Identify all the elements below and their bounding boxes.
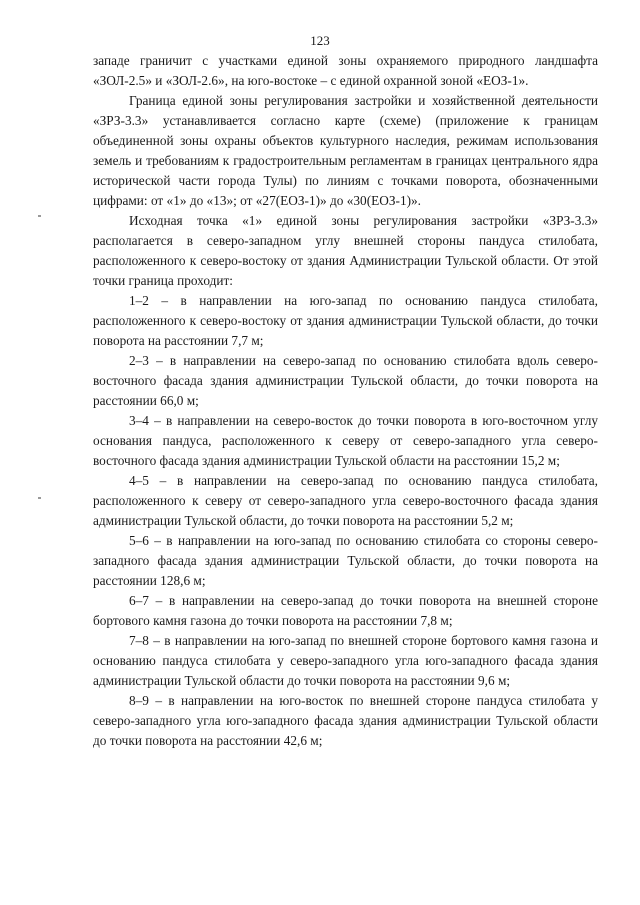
paragraph-zone-boundary: Граница единой зоны регулирования застройки и хозяйственной деятельности «ЗРЗ-3.3» устанавливается согласно карте (схеме) (приложение к границам объединенной зоны охраны объектов культурного наследия, режимам использования земель и требованиям к градостроительным регламентам в границах центрального ядра исторической части города Тулы) по линиям с точками поворота, обозначенными цифрами: от «1» до «13»; от «27(ЕОЗ-1)» до «30(ЕОЗ-1)». [93, 93, 598, 208]
paragraph-segment-2-3: 2–3 – в направлении на северо-запад по основанию стилобата вдоль северо-восточного фасада здания администрации Тульской области, до точки поворота на расстоянии 66,0 м; [93, 353, 598, 408]
paragraph-segment-6-7: 6–7 – в направлении на северо-запад до точки поворота на внешней стороне бортового камня газона до точки поворота на расстоянии 7,8 м; [93, 593, 598, 628]
margin-mark [38, 215, 41, 217]
paragraph-segment-3-4: 3–4 – в направлении на северо-восток до точки поворота в юго-восточном углу основания пандуса, расположенного к северу от северо-западного угла северо-восточного фасада здания администрации Тульской области на расстоянии 15,2 м; [93, 413, 598, 468]
paragraph-segment-8-9: 8–9 – в направлении на юго-восток по внешней стороне пандуса стилобата у северо-западного угла юго-западного фасада здания администрации Тульской области до точки поворота на расстоянии 42,6 м; [93, 693, 598, 748]
margin-mark [38, 497, 41, 499]
paragraph-segment-7-8: 7–8 – в направлении на юго-запад по внешней стороне бортового камня газона и основанию пандуса стилобата у северо-западного угла юго-западного фасада здания администрации Тульской области до точки поворота на расстоянии 9,6 м; [93, 633, 598, 688]
document-body [93, 51, 598, 751]
paragraph-continuation: западе граничит с участками единой зоны охраняемого природного ландшафта «ЗОЛ-2.5» и «ЗОЛ-2.6», на юго-востоке – с единой охранной зоной «ЕОЗ-1». [93, 53, 598, 88]
paragraph-starting-point: Исходная точка «1» единой зоны регулирования застройки «ЗРЗ-3.3» располагается в северо-западном углу внешней стороны пандуса стилобата, расположенного к северо-востоку от здания Администрации Тульской области. От этой точки граница проходит: [93, 213, 598, 288]
paragraph-segment-4-5: 4–5 – в направлении на северо-запад по основанию пандуса стилобата, расположенного к северу от северо-западного угла северо-восточного фасада здания администрации Тульской области, до точки поворота на расстоянии 5,2 м; [93, 473, 598, 528]
paragraph-segment-5-6: 5–6 – в направлении на юго-запад по основанию стилобата со стороны северо-западного фасада здания администрации Тульской области, до точки поворота на расстоянии 128,6 м; [93, 533, 598, 588]
page-number: 123 [310, 33, 330, 48]
paragraph-segment-1-2: 1–2 – в направлении на юго-запад по основанию пандуса стилобата, расположенного к северо-востоку от здания администрации Тульской области, до точки поворота на расстоянии 7,7 м; [93, 293, 598, 348]
